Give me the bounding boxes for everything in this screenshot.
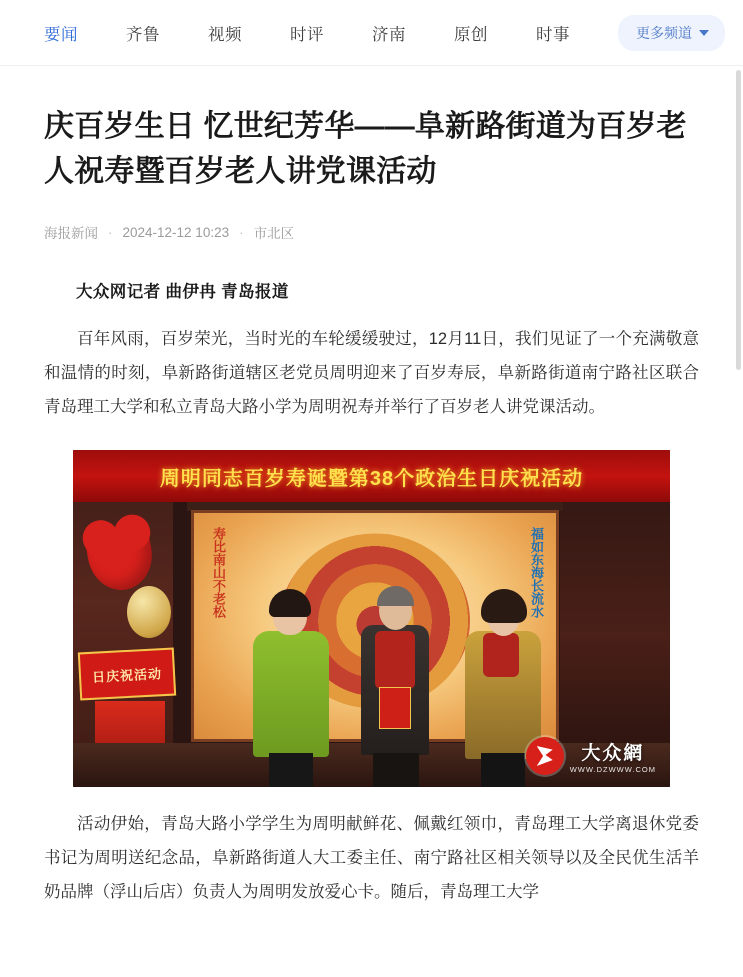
article-source: 海报新闻 <box>44 226 98 241</box>
page-title: 庆百岁生日 忆世纪芳华——阜新路街道为百岁老人祝寿暨百岁老人讲党课活动 <box>44 110 687 188</box>
nav-item-shishi[interactable]: 时事 <box>536 25 570 44</box>
person-centenarian <box>355 591 435 787</box>
more-channels-button[interactable] <box>618 15 725 51</box>
meta-separator-1: · <box>108 224 113 240</box>
nav-item-qilu[interactable]: 齐鲁 <box>126 25 160 44</box>
gold-balloon-decoration <box>127 586 171 638</box>
watermark <box>526 737 656 775</box>
page-scrollbar[interactable] <box>736 70 741 370</box>
nav-item-jinan[interactable]: 济南 <box>372 25 406 44</box>
screen-couplet-right: 福如东海长流水 <box>529 527 544 618</box>
more-channels-label: 更多频道 <box>636 24 692 41</box>
nav-items <box>44 21 618 45</box>
article-region: 市北区 <box>253 226 295 241</box>
chevron-down-icon <box>699 30 709 36</box>
article-datetime: 2024-12-12 10:23 <box>122 224 230 240</box>
led-banner <box>73 450 670 502</box>
top-navigation-bar <box>0 0 743 66</box>
watermark-url: WWW.DZWWW.COM <box>569 765 656 774</box>
article-meta <box>44 222 699 242</box>
watermark-name: 大众網 <box>581 743 645 764</box>
article-paragraph-2: 活动伊始，青岛大路小学学生为周明献鲜花、佩戴红领巾，青岛理工大学离退休党委书记为周明送纪念品，阜新路街道人大工委主任、南宁路社区相关领导以及全民优生活羊奶品牌（浮山后店）负责人为周明发放爱心卡。随后，青岛理工大学 <box>44 815 699 901</box>
article-paragraph-1: 百年风雨，百岁荣光，当时光的车轮缓缓驶过，12月11日，我们见证了一个充满敬意和温情的时刻，阜新路街道辖区老党员周明迎来了百岁寿辰，阜新路街道南宁路社区联合青岛理工大学和私立青岛大路小学为周明祝寿并举行了百岁老人讲党课活动。 <box>44 330 699 416</box>
article-image-container <box>44 450 699 787</box>
meta-separator-2: · <box>239 224 244 240</box>
person-in-green-coat <box>249 595 333 787</box>
nav-item-shipin[interactable]: 视频 <box>208 25 242 44</box>
watermark-text-stack <box>570 738 656 774</box>
article-photo <box>73 450 670 787</box>
screen-couplet-left: 寿比南山不老松 <box>211 527 226 618</box>
dazhong-logo-icon <box>526 737 564 775</box>
led-banner-text: 周明同志百岁寿诞暨第38个政治生日庆祝活动 <box>159 467 584 490</box>
article-page <box>0 104 743 909</box>
nav-item-yuanchuang[interactable]: 原创 <box>454 25 488 44</box>
article-byline: 大众网记者 曲伊冉 青岛报道 <box>76 283 289 301</box>
red-sign-board: 日庆祝活动 <box>78 648 176 701</box>
nav-item-shiping[interactable]: 时评 <box>290 25 324 44</box>
nav-item-yaowen[interactable]: 要闻 <box>44 25 78 44</box>
